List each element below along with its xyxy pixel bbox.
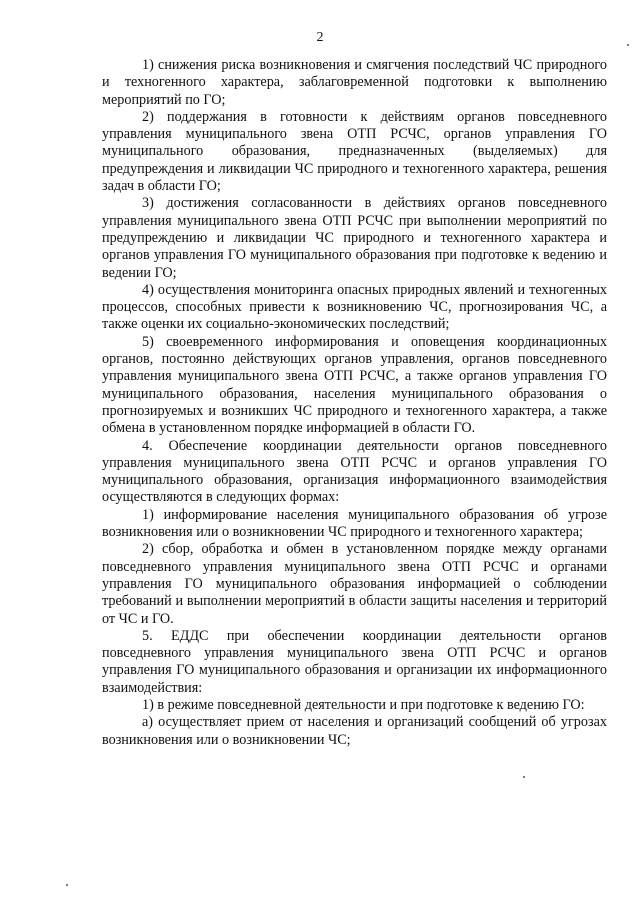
paragraph-item-4: 4) осуществления мониторинга опасных природных явлений и техногенных процессов, способных привести к возникновению ЧС, прогнозирования ЧС, а также оценки их социально-экономических последствий;: [102, 281, 607, 333]
paragraph-item-5: 5) своевременного информирования и оповещения координационных органов, постоянно действующих органов управления, органов повседневного управления муниципального звена ОТП РСЧС, а также органов управления ГО муниципального образования, населения муниципального образования о прогнозируемых и возникших ЧС природного и техногенного характера, а также обмена в установленном порядке информацией в области ГО.: [102, 333, 607, 437]
scan-speck: [523, 776, 525, 778]
paragraph-form-2: 2) сбор, обработка и обмен в установленном порядке между органами повседневного управления муниципального звена ОТП РСЧС и органами управления ГО муниципального образования информацией о соблюдении требований и выполнении мероприятий в области защиты населения и территорий от ЧС и ГО.: [102, 541, 607, 627]
paragraph-mode-1: 1) в режиме повседневной деятельности и при подготовке к ведению ГО:: [142, 696, 585, 713]
paragraph-form-1: 1) информирование населения муниципального образования об угрозе возникновения или о возникновении ЧС природного и техногенного характера;: [102, 506, 607, 541]
paragraph-subitem-a: а) осуществляет прием от населения и организаций сообщений об угрозах возникновения или о возникновении ЧС;: [102, 714, 607, 748]
paragraph-item-1: 1) снижения риска возникновения и смягчения последствий ЧС природного и техногенного характера, заблаговременной подготовки к выполнению мероприятий по ГО;: [102, 57, 607, 108]
paragraph-item-2: 2) поддержания в готовности к действиям органов повседневного управления муниципального звена ОТП РСЧС, органов управления ГО муниципального образования, предназначенных (выделяемых) для предупреждения и ликвидации ЧС природного и техногенного характера, решения задач в области ГО;: [102, 108, 607, 195]
page-number: 2: [316, 30, 324, 45]
scan-speck: [66, 884, 68, 886]
paragraph-item-3: 3) достижения согласованности в действиях органов повседневного управления муниципального звена ОТП РСЧС при выполнении мероприятий по предупреждению и ликвидации ЧС природного и техногенного характера и органов управления ГО муниципального образования при подготовке к ведению и ведении ГО;: [102, 195, 607, 281]
document-body: [102, 57, 607, 749]
paragraph-section-4: 4. Обеспечение координации деятельности органов повседневного управления муниципального звена ОТП РСЧС и органов управления ГО муниципального образования, организация информационного взаимодействия осуществляются в следующих формах:: [102, 437, 607, 506]
scan-speck: [627, 44, 629, 46]
paragraph-section-5: 5. ЕДДС при обеспечении координации деятельности органов повседневного управления муниципального звена ОТП РСЧС и органов управления ГО муниципального образования и организации их информационного взаимодействия:: [102, 627, 607, 696]
